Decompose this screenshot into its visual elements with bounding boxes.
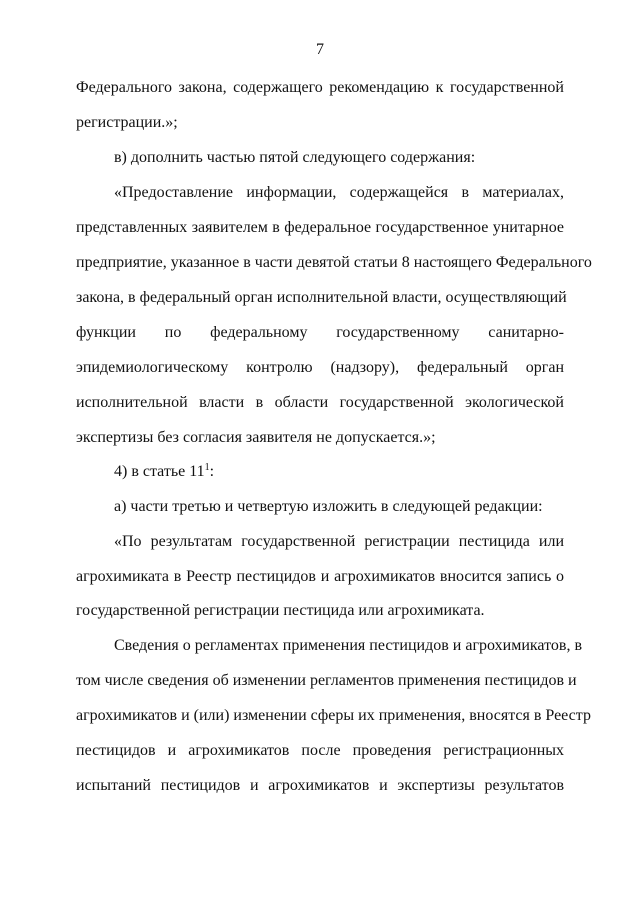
text-line: «По результатам государственной регистрации пестицида или <box>114 533 564 550</box>
text-line: функции по федеральному государственному санитарно- <box>76 324 564 341</box>
text-line: закона, в федеральный орган исполнительной власти, осуществляющий <box>76 289 567 306</box>
text-fragment: : <box>209 463 215 480</box>
text-line: экспертизы без согласия заявителя не допускается.»; <box>76 429 436 446</box>
text-line: пестицидов и агрохимикатов после проведения регистрационных <box>76 742 564 759</box>
text-line: исполнительной власти в области государственной экологической <box>76 394 564 411</box>
text-line: государственной регистрации пестицида или агрохимиката. <box>76 602 485 619</box>
text-line <box>114 462 564 482</box>
text-line: а) части третью и четвертую изложить в следующей редакции: <box>114 498 543 515</box>
text-line: испытаний пестицидов и агрохимикатов и экспертизы результатов <box>76 777 564 794</box>
text-line: том числе сведения об изменении регламентов применения пестицидов и <box>76 672 577 689</box>
text-line: в) дополнить частью пятой следующего содержания: <box>114 149 476 166</box>
text-line: Федерального закона, содержащего рекомендацию к государственной <box>76 79 564 96</box>
superscript: 1 <box>204 462 210 473</box>
text-line: агрохимикатов и (или) изменении сферы их применения, вносятся в Реестр <box>76 707 591 724</box>
text-line: «Предоставление информации, содержащейся в материалах, <box>114 184 564 201</box>
page-number: 7 <box>316 41 324 58</box>
text-line: регистрации.»; <box>76 114 178 131</box>
text-line: эпидемиологическому контролю (надзору), федеральный орган <box>76 359 564 376</box>
text-fragment: 4) в статье 11 <box>114 463 205 480</box>
text-line: предприятие, указанное в части девятой статьи 8 настоящего Федерального <box>76 254 592 271</box>
text-line: представленных заявителем в федеральное государственное унитарное <box>76 219 564 236</box>
text-line: Сведения о регламентах применения пестицидов и агрохимикатов, в <box>114 637 582 654</box>
text-line: агрохимиката в Реестр пестицидов и агрохимикатов вносится запись о <box>76 568 564 585</box>
